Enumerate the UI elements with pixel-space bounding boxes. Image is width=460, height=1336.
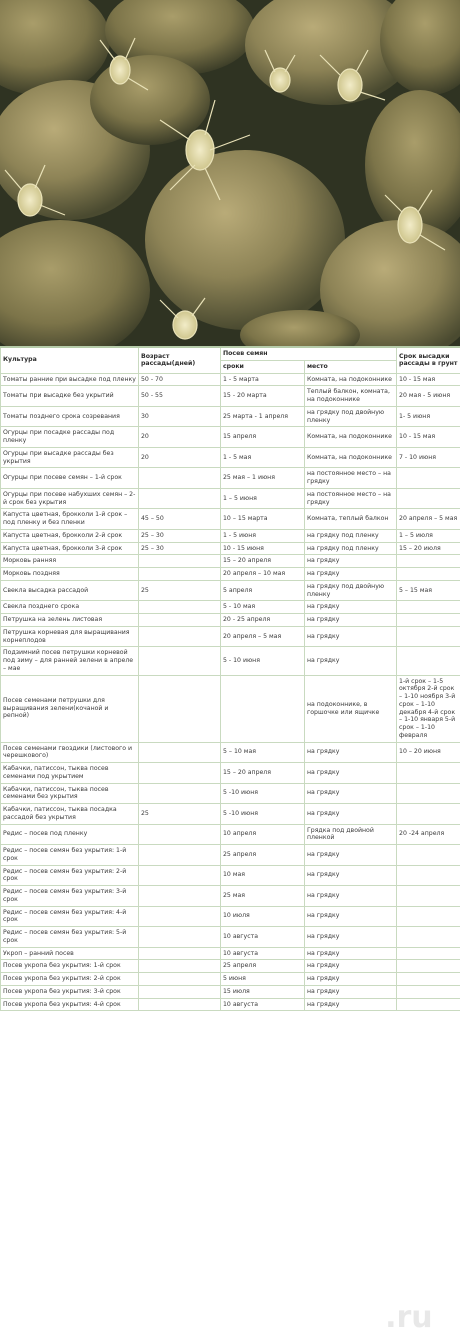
- cell-sowing-terms: 5 апреля: [221, 580, 305, 601]
- cell-culture: Свекла позднего срока: [1, 601, 139, 614]
- cell-culture: Подзимний посев петрушки корневой под зиму – для ранней зелени в апреле – мае: [1, 647, 139, 675]
- table-row: [1, 580, 460, 601]
- table-row: [1, 509, 460, 530]
- table-row: [1, 886, 460, 907]
- cell-planting-terms: [397, 614, 460, 627]
- cell-planting-terms: 1- 5 июня: [397, 406, 460, 427]
- cell-sowing-terms: 15 – 20 апреля: [221, 555, 305, 568]
- table-row: [1, 927, 460, 948]
- cell-sowing-place: на грядку: [305, 985, 397, 998]
- cell-sowing-terms: 10 апреля: [221, 824, 305, 845]
- cell-sowing-place: на грядку: [305, 626, 397, 647]
- cell-planting-terms: [397, 763, 460, 784]
- cell-seedling-age: [139, 555, 221, 568]
- cell-sowing-terms: 5 - 10 июня: [221, 647, 305, 675]
- cell-sowing-terms: 10 августа: [221, 927, 305, 948]
- cell-seedling-age: [139, 824, 221, 845]
- cell-planting-terms: [397, 998, 460, 1011]
- cell-sowing-terms: 25 мая: [221, 886, 305, 907]
- cell-planting-terms: [397, 906, 460, 927]
- cell-culture: Редис – посев семян без укрытия: 4-й срок: [1, 906, 139, 927]
- cell-seedling-age: [139, 973, 221, 986]
- cell-sowing-place: на грядку: [305, 886, 397, 907]
- table-row: [1, 468, 460, 489]
- cell-sowing-terms: 10 августа: [221, 947, 305, 960]
- cell-sowing-place: на постоянное место – на грядку: [305, 468, 397, 489]
- cell-seedling-age: [139, 998, 221, 1011]
- table-row: [1, 373, 460, 386]
- cell-seedling-age: [139, 947, 221, 960]
- cell-planting-terms: [397, 568, 460, 581]
- cell-seedling-age: 30: [139, 406, 221, 427]
- cell-planting-terms: 20 -24 апреля: [397, 824, 460, 845]
- potato-image: [0, 0, 460, 346]
- cell-culture: Кабачки, патиссон, тыква посадка рассадой без укрытия: [1, 804, 139, 825]
- cell-sowing-place: Грядка под двойной пленкой: [305, 824, 397, 845]
- table-row: [1, 985, 460, 998]
- cell-sowing-place: на грядку: [305, 614, 397, 627]
- cell-sowing-place: Комната, на подоконнике: [305, 427, 397, 448]
- cell-culture: Петрушка корневая для выращивания корнеплодов: [1, 626, 139, 647]
- cell-sowing-terms: 10 – 15 марта: [221, 509, 305, 530]
- cell-culture: Посев укропа без укрытия: 3-й срок: [1, 985, 139, 998]
- cell-seedling-age: 25: [139, 804, 221, 825]
- table-row: [1, 865, 460, 886]
- cell-planting-terms: [397, 927, 460, 948]
- table-row: [1, 386, 460, 407]
- cell-culture: Томаты ранние при высадке под пленку: [1, 373, 139, 386]
- cell-sowing-terms: 15 – 20 апреля: [221, 763, 305, 784]
- table-row: [1, 626, 460, 647]
- table-row: [1, 763, 460, 784]
- cell-sowing-terms: [221, 675, 305, 742]
- cell-sowing-place: Комната, на подоконнике: [305, 373, 397, 386]
- cell-sowing-terms: 1 - 5 июня: [221, 529, 305, 542]
- table-row: [1, 973, 460, 986]
- cell-sowing-place: Теплый балкон, комната, на подоконнике: [305, 386, 397, 407]
- cell-planting-terms: [397, 488, 460, 509]
- cell-culture: Редис – посев семян без укрытия: 5-й срок: [1, 927, 139, 948]
- cell-sowing-place: на постоянное место – на грядку: [305, 488, 397, 509]
- cell-sowing-terms: 10 августа: [221, 998, 305, 1011]
- table-row: [1, 601, 460, 614]
- cell-sowing-terms: 10 мая: [221, 865, 305, 886]
- cell-seedling-age: [139, 906, 221, 927]
- cell-culture: Посев укропа без укрытия: 1-й срок: [1, 960, 139, 973]
- header-sowing: Посев семян: [221, 347, 397, 360]
- cell-sowing-place: на грядку: [305, 960, 397, 973]
- cell-planting-terms: [397, 973, 460, 986]
- table-row: [1, 614, 460, 627]
- watermark-text: postila: [270, 1300, 386, 1335]
- cell-culture: Капуста цветная, брокколи 3-й срок: [1, 542, 139, 555]
- cell-sowing-terms: 5 июня: [221, 973, 305, 986]
- cell-seedling-age: [139, 783, 221, 804]
- cell-seedling-age: [139, 626, 221, 647]
- table-row: [1, 568, 460, 581]
- cell-culture: Огурцы при посеве набухших семян – 2-й срок без укрытия: [1, 488, 139, 509]
- cell-sowing-terms: 5 -10 июня: [221, 783, 305, 804]
- cell-planting-terms: 10 - 15 мая: [397, 427, 460, 448]
- cell-planting-terms: [397, 468, 460, 489]
- cell-sowing-place: на грядку: [305, 601, 397, 614]
- cell-planting-terms: [397, 960, 460, 973]
- cell-sowing-terms: 25 апреля: [221, 960, 305, 973]
- table-row: [1, 742, 460, 763]
- table-row: [1, 947, 460, 960]
- planting-table-container: [0, 346, 460, 1336]
- cell-culture: Морковь ранняя: [1, 555, 139, 568]
- cell-seedling-age: 50 - 55: [139, 386, 221, 407]
- cell-planting-terms: [397, 804, 460, 825]
- cell-seedling-age: 20: [139, 447, 221, 468]
- cell-sowing-terms: 1 - 5 мая: [221, 447, 305, 468]
- cell-seedling-age: 25: [139, 580, 221, 601]
- cell-sowing-terms: 25 мая – 1 июня: [221, 468, 305, 489]
- cell-sowing-terms: 20 апреля – 5 мая: [221, 626, 305, 647]
- cell-planting-terms: 20 апреля – 5 мая: [397, 509, 460, 530]
- cell-sowing-terms: 1 - 5 марта: [221, 373, 305, 386]
- cell-sowing-terms: 15 июля: [221, 985, 305, 998]
- cell-seedling-age: 25 – 30: [139, 529, 221, 542]
- cell-planting-terms: [397, 845, 460, 866]
- cell-sowing-terms: 1 – 5 июня: [221, 488, 305, 509]
- header-sowing-place: место: [305, 360, 397, 373]
- table-body: [1, 373, 460, 1011]
- cell-sowing-place: на грядку: [305, 845, 397, 866]
- planting-schedule-table: [0, 346, 460, 1011]
- cell-seedling-age: [139, 675, 221, 742]
- cell-planting-terms: 20 мая - 5 июня: [397, 386, 460, 407]
- table-row: [1, 845, 460, 866]
- cell-sowing-place: на грядку под пленку: [305, 529, 397, 542]
- table-row: [1, 406, 460, 427]
- cell-planting-terms: [397, 947, 460, 960]
- table-row: [1, 427, 460, 448]
- cell-sowing-terms: 5 -10 июня: [221, 804, 305, 825]
- cell-sowing-terms: 25 апреля: [221, 845, 305, 866]
- table-row: [1, 529, 460, 542]
- table-row: [1, 675, 460, 742]
- header-seedling-age: Возраст рассады(дней): [139, 347, 221, 373]
- cell-sowing-terms: 20 - 25 апреля: [221, 614, 305, 627]
- cell-planting-terms: 1 – 5 июля: [397, 529, 460, 542]
- cell-culture: Огурцы при посеве семян – 1-й срок: [1, 468, 139, 489]
- cell-culture: Посев укропа без укрытия: 4-й срок: [1, 998, 139, 1011]
- cell-sowing-place: на грядку под пленку: [305, 542, 397, 555]
- cell-seedling-age: [139, 845, 221, 866]
- cell-culture: Морковь поздняя: [1, 568, 139, 581]
- table-row: [1, 960, 460, 973]
- cell-sowing-terms: 5 – 10 мая: [221, 742, 305, 763]
- cell-sowing-place: на грядку: [305, 783, 397, 804]
- table-row: [1, 555, 460, 568]
- cell-seedling-age: 45 – 50: [139, 509, 221, 530]
- cell-culture: Капуста цветная, брокколи 2-й срок: [1, 529, 139, 542]
- header-sowing-terms: сроки: [221, 360, 305, 373]
- cell-sowing-place: на грядку: [305, 742, 397, 763]
- cell-seedling-age: [139, 865, 221, 886]
- cell-sowing-place: на грядку: [305, 906, 397, 927]
- cell-planting-terms: 5 – 15 мая: [397, 580, 460, 601]
- cell-seedling-age: [139, 614, 221, 627]
- header-planting-terms: Срок высадки рассады в грунт: [397, 347, 460, 373]
- cell-sowing-terms: 15 апреля: [221, 427, 305, 448]
- cell-sowing-place: на грядку: [305, 973, 397, 986]
- potato-photo: [0, 0, 460, 346]
- header-culture: Культура: [1, 347, 139, 373]
- table-header-row: [1, 347, 460, 360]
- cell-seedling-age: [139, 960, 221, 973]
- cell-culture: Редис – посев семян без укрытия: 1-й срок: [1, 845, 139, 866]
- cell-seedling-age: [139, 468, 221, 489]
- cell-sowing-terms: 15 - 20 марта: [221, 386, 305, 407]
- cell-seedling-age: [139, 927, 221, 948]
- cell-sowing-place: на грядку: [305, 998, 397, 1011]
- cell-seedling-age: [139, 886, 221, 907]
- cell-culture: Свекла высадка рассадой: [1, 580, 139, 601]
- table-row: [1, 647, 460, 675]
- cell-sowing-terms: 10 - 15 июня: [221, 542, 305, 555]
- cell-sowing-place: на грядку: [305, 927, 397, 948]
- cell-planting-terms: [397, 601, 460, 614]
- cell-seedling-age: [139, 647, 221, 675]
- cell-seedling-age: [139, 985, 221, 998]
- cell-culture: Редис – посев семян без укрытия: 2-й срок: [1, 865, 139, 886]
- watermark-suffix: .ru: [385, 1300, 433, 1335]
- cell-sowing-place: на грядку под двойную пленку: [305, 580, 397, 601]
- cell-planting-terms: 10 – 20 июня: [397, 742, 460, 763]
- cell-planting-terms: 15 – 20 июля: [397, 542, 460, 555]
- cell-seedling-age: [139, 601, 221, 614]
- cell-sowing-place: на подоконнике, в горшочке или ящичке: [305, 675, 397, 742]
- cell-culture: Кабачки, патиссон, тыква посев семенами без укрытия: [1, 783, 139, 804]
- table-row: [1, 804, 460, 825]
- cell-sowing-place: Комната, на подоконнике: [305, 447, 397, 468]
- cell-sowing-place: на грядку: [305, 647, 397, 675]
- cell-seedling-age: 25 – 30: [139, 542, 221, 555]
- cell-sowing-place: Комната, теплый балкон: [305, 509, 397, 530]
- cell-sowing-place: на грядку: [305, 804, 397, 825]
- cell-culture: Редис – посев семян без укрытия: 3-й срок: [1, 886, 139, 907]
- cell-planting-terms: [397, 985, 460, 998]
- cell-culture: Посев укропа без укрытия: 2-й срок: [1, 973, 139, 986]
- cell-culture: Укроп – ранний посев: [1, 947, 139, 960]
- cell-culture: Посев семенами петрушки для выращивания зелени(кочаной и репной): [1, 675, 139, 742]
- cell-planting-terms: [397, 626, 460, 647]
- cell-planting-terms: [397, 783, 460, 804]
- cell-sowing-place: на грядку: [305, 947, 397, 960]
- cell-culture: Петрушка на зелень листовая: [1, 614, 139, 627]
- cell-seedling-age: 50 - 70: [139, 373, 221, 386]
- cell-planting-terms: [397, 865, 460, 886]
- cell-seedling-age: [139, 568, 221, 581]
- cell-planting-terms: [397, 647, 460, 675]
- table-row: [1, 542, 460, 555]
- cell-sowing-terms: 20 апреля – 10 мая: [221, 568, 305, 581]
- table-row: [1, 824, 460, 845]
- cell-planting-terms: 7 - 10 июня: [397, 447, 460, 468]
- table-row: [1, 998, 460, 1011]
- cell-culture: Томаты позднего срока созревания: [1, 406, 139, 427]
- cell-sowing-place: на грядку: [305, 763, 397, 784]
- cell-planting-terms: 10 - 15 мая: [397, 373, 460, 386]
- table-row: [1, 447, 460, 468]
- table-row: [1, 488, 460, 509]
- cell-culture: Огурцы при высадке рассады без укрытия: [1, 447, 139, 468]
- cell-sowing-place: на грядку: [305, 555, 397, 568]
- table-row: [1, 906, 460, 927]
- cell-sowing-terms: 10 июля: [221, 906, 305, 927]
- cell-culture: Посев семенами гвоздики (листового и черешкового): [1, 742, 139, 763]
- cell-planting-terms: 1-й срок – 1-5 октября 2-й срок – 1-10 ноября 3-й срок – 1-10 декабря 4-й срок – 1-10 января 5-й срок – 1-10 февраля: [397, 675, 460, 742]
- cell-sowing-terms: 25 марта - 1 апреля: [221, 406, 305, 427]
- cell-planting-terms: [397, 886, 460, 907]
- cell-seedling-age: [139, 763, 221, 784]
- cell-sowing-place: на грядку: [305, 865, 397, 886]
- cell-sowing-place: на грядку под двойную пленку: [305, 406, 397, 427]
- cell-sowing-terms: 5 - 10 мая: [221, 601, 305, 614]
- cell-seedling-age: [139, 488, 221, 509]
- cell-culture: Огурцы при посадке рассады под пленку: [1, 427, 139, 448]
- cell-culture: Кабачки, патиссон, тыква посев семенами под укрытием: [1, 763, 139, 784]
- cell-culture: Томаты при высадке без укрытий: [1, 386, 139, 407]
- cell-planting-terms: [397, 555, 460, 568]
- cell-culture: Капуста цветная, брокколи 1-й срок – под пленку и без пленки: [1, 509, 139, 530]
- cell-sowing-place: на грядку: [305, 568, 397, 581]
- table-row: [1, 783, 460, 804]
- cell-culture: Редис – посев под пленку: [1, 824, 139, 845]
- cell-seedling-age: [139, 742, 221, 763]
- cell-seedling-age: 20: [139, 427, 221, 448]
